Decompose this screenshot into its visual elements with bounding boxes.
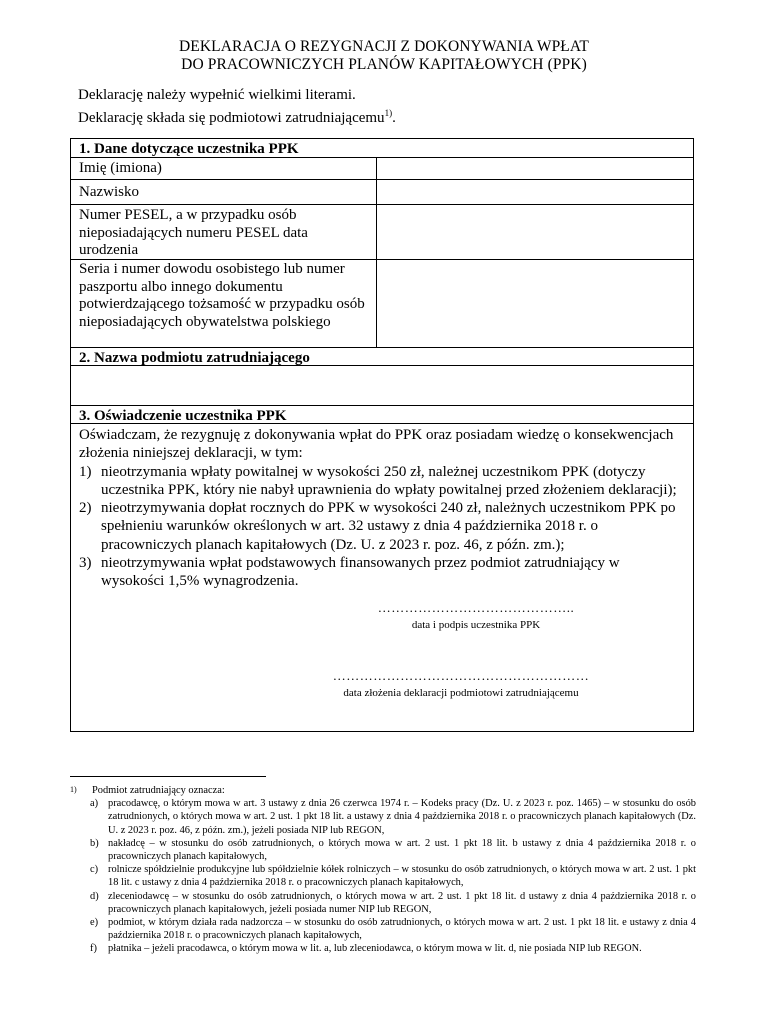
last-name-label: Nazwisko: [71, 180, 377, 204]
footnote-reference: 1): [384, 108, 393, 118]
id-document-input[interactable]: [377, 260, 693, 347]
footnote-item: [90, 797, 696, 837]
statement-item-number: 3): [79, 555, 92, 572]
title-line-1: DEKLARACJA O REZYGNACJI Z DOKONYWANIA WPŁAT: [178, 38, 590, 55]
footnote-item-text: rolnicze spółdzielnie produkcyjne lub spółdzielnie kółek rolniczych – w stosunku do osób zatrudnionych, o których mowa w art. 2 ust. 1 pkt 18 lit. c ustawy z dnia 4 października 2018 r. o pracowniczych planach kapitałowych,: [108, 864, 696, 889]
participant-signature-line[interactable]: ……………………………………..: [377, 599, 575, 615]
footnote-item-text: pracodawcę, o którym mowa w art. 3 ustawy z dnia 26 czerwca 1974 r. – Kodeks pracy (Dz. U. z 2023 r. poz. 1465) – w stosunku do osób zatrudnionych, o których mowa w art. 2 ust. 1 pkt 18 lit. a ustawy z dnia 4 października 2018 r. o pracowniczych planach kapitałowych (Dz. U. z 2023 r. poz. 46, z późn. zm.), jeżeli posiada NIP lub REGON,: [108, 798, 696, 836]
footnote-item-letter: f): [90, 943, 97, 955]
document-title: [0, 38, 768, 74]
section-3-heading: 3. Oświadczenie uczestnika PPK: [71, 405, 693, 423]
first-name-label: Imię (imiona): [71, 158, 377, 179]
section-1-heading: 1. Dane dotyczące uczestnika PPK: [79, 141, 299, 157]
footnote-item: [90, 837, 696, 863]
statement-item: [79, 499, 685, 554]
statement-item-text: nieotrzymywania dopłat rocznych do PPK w wysokości 240 zł, należnych uczestnikom PPK po spełnieniu warunków określonych w art. 32 ustawy z dnia 4 października 2018 r. o pracowniczych planach kapitałowych (Dz. U. z 2023 r. poz. 46, z późn. zm.);: [101, 500, 676, 553]
pesel-label: Numer PESEL, a w przypadku osób nieposiadających numeru PESEL data urodzenia: [71, 205, 377, 259]
statement-item-number: 1): [79, 463, 92, 480]
instruction-line-2: [78, 104, 396, 127]
pesel-input[interactable]: [377, 205, 693, 259]
submission-date: [301, 669, 621, 699]
footnote-item: [90, 890, 696, 916]
title-line-2: DO PRACOWNICZYCH PLANÓW KAPITAŁOWYCH (PPK): [181, 56, 587, 73]
statement-intro: Oświadczam, że rezygnuję z dokonywania wpłat do PPK oraz posiadam wiedzę o konsekwencjach złożenia niniejszej deklaracji, w tym:: [79, 427, 674, 462]
footnote-mark: 1): [70, 785, 77, 794]
statement-text: [71, 424, 693, 591]
participant-signature-caption: data i podpis uczestnika PPK: [411, 618, 541, 631]
field-row-last-name: [71, 179, 693, 204]
footnote-item: [90, 916, 696, 942]
participant-signature: [351, 601, 601, 631]
footnote-item-letter: b): [90, 837, 99, 849]
field-row-first-name: [71, 157, 693, 179]
footnote-heading-row: [70, 784, 696, 797]
footnote-item-text: zleceniodawcę – w stosunku do osób zatrudnionych, o których mowa w art. 2 ust. 1 pkt 18 lit. d ustawy z dnia 4 października 2018 r. o pracowniczych planach kapitałowych, jeżeli posiada numer NIP lub REGON,: [108, 890, 696, 915]
footnote-item-letter: a): [90, 798, 99, 810]
footnote-item-text: nakładcę – w stosunku do osób zatrudnionych, o których mowa w art. 2 ust. 1 pkt 18 lit. b ustawy z dnia 4 października 2018 r. o pracowniczych planach kapitałowych,: [108, 837, 696, 863]
footnote-item-letter: d): [90, 890, 99, 902]
footnote-item-text: podmiot, w którym działa rada nadzorcza – w stosunku do osób zatrudnionych, o których mowa w art. 2 ust. 1 pkt 18 lit. e ustawy z dnia 4 października 2018 r. o pracowniczych planach kapitałowych,: [108, 917, 696, 942]
instruction-line-1: Deklarację należy wypełnić wielkimi literami.: [78, 87, 356, 103]
footnote-item: [90, 942, 696, 955]
statement-item-number: 2): [79, 500, 92, 517]
statement-item-text: nieotrzymywania wpłat podstawowych finansowanych przez podmiot zatrudniający w wysokości 1,5% wynagrodzenia.: [101, 555, 620, 590]
field-row-pesel: [71, 204, 693, 259]
section-2-heading: 2. Nazwa podmiotu zatrudniającego: [71, 347, 693, 365]
statement-item-text: nieotrzymania wpłaty powitalnej w wysokości 250 zł, należnej uczestnikom PPK (dotyczy uczestnika PPK, który nie nabył uprawnienia do wpłaty powitalnej przed złożeniem deklaracji);: [101, 463, 677, 498]
statement-item: [79, 554, 685, 591]
statement-item: [79, 463, 685, 500]
footnote-item-letter: e): [90, 917, 99, 929]
footnote-item-letter: c): [90, 864, 99, 876]
signature-area: [71, 591, 693, 731]
submission-date-line[interactable]: …………………………………………………: [332, 667, 590, 683]
statement-block: [71, 423, 693, 731]
footnote-heading: Podmiot zatrudniający oznacza:: [92, 785, 225, 796]
employer-name-input[interactable]: [71, 365, 693, 405]
id-document-label: Seria i numer dowodu osobistego lub numer paszportu albo innego dokumentu potwierdzającego tożsamość w przypadku osób nieposiadających obywatelstwa polskiego: [71, 260, 377, 347]
last-name-input[interactable]: [377, 180, 693, 204]
footnote-divider: [70, 776, 266, 777]
declaration-form: [70, 138, 694, 732]
submission-date-caption: data złożenia deklaracji podmiotowi zatrudniającemu: [343, 686, 579, 699]
footnotes: [70, 784, 696, 956]
field-row-id-document: [71, 259, 693, 347]
footnote-item: [90, 863, 696, 889]
instructions: [78, 86, 396, 127]
footnote-list: [70, 797, 696, 955]
instruction-line-2-end: .: [392, 110, 396, 126]
first-name-input[interactable]: [377, 158, 693, 179]
instruction-line-2-text: Deklarację składa się podmiotowi zatrudniającemu: [78, 110, 385, 126]
footnote-item-text: płatnika – jeżeli pracodawca, o którym mowa w lit. a, lub zleceniodawca, o którym mowa w lit. d, nie posiada NIP lub REGON.: [108, 943, 642, 955]
